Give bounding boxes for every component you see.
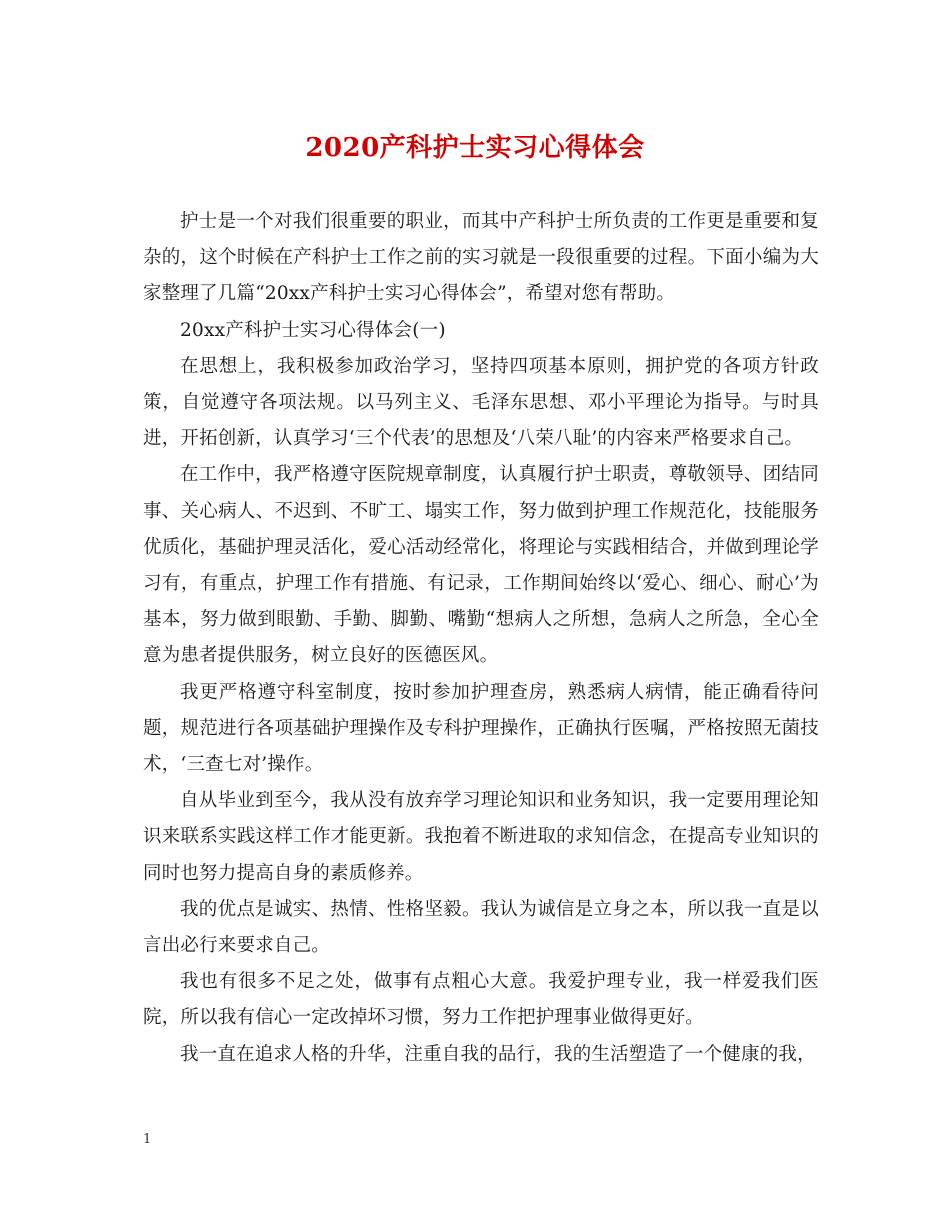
paragraph-weaknesses: 我也有很多不足之处，做事有点粗心大意。我爱护理专业，我一样爱我们医院，所以我有信心一定改掉坏习惯，努力工作把护理事业做得更好。 [143,971,819,1029]
section-heading: 20xx产科护士实习心得体会(一) [180,319,446,341]
paragraph-intro: 护士是一个对我们很重要的职业，而其中产科护士所负责的工作更是重要和复杂的，这个时候在产科护士工作之前的实习就是一段很重要的过程。下面小编为大家整理了几篇“20xx产科护士实习心得体会”，希望对您有帮助。 [143,211,819,305]
paragraph-work: 在工作中，我严格遵守医院规章制度，认真履行护士职责，尊敬领导、团结同事、关心病人、不迟到、不旷工、塌实工作，努力做到护理工作规范化，技能服务优质化，基础护理灵活化，爱心活动经常化，将理论与实践相结合，并做到理论学习有，有重点，护理工作有措施、有记录，工作期间始终以‘爱心、细心、耐心’为基本，努力做到眼勤、手勤、脚勤、嘴勤“想病人之所想，急病人之所急，全心全意为患者提供服务，树立良好的医德医风。 [143,464,819,667]
paragraph-learning: 自从毕业到至今，我从没有放弃学习理论知识和业务知识，我一定要用理论知识来联系实践这样工作才能更新。我抱着不断进取的求知信念，在提高专业知识的同时也努力提高自身的素质修养。 [143,790,819,884]
paragraph-character: 我一直在追求人格的升华，注重自我的品行，我的生活塑造了一个健康的我， [180,1043,816,1065]
paragraph-department-rules: 我更严格遵守科室制度，按时参加护理查房，熟悉病人病情，能正确看待问题，规范进行各项基础护理操作及专科护理操作，正确执行医嘱，严格按照无菌技术，‘三查七对’操作。 [143,681,819,776]
document-title: 2020产科护士实习心得体会 [305,133,645,163]
page-number: 1 [143,1132,152,1147]
paragraph-strengths: 我的优点是诚实、热情、性格坚毅。我认为诚信是立身之本，所以我一直是以言出必行来要求自己。 [143,898,819,957]
document-body [143,204,819,1073]
paragraph-ideology: 在思想上，我积极参加政治学习，坚持四项基本原则，拥护党的各项方针政策，自觉遵守各项法规。以马列主义、毛泽东思想、邓小平理论为指导。与时具进，开拓创新，认真学习‘三个代表’的思想及‘八荣八耻’的内容来严格要求自己。 [143,355,819,450]
